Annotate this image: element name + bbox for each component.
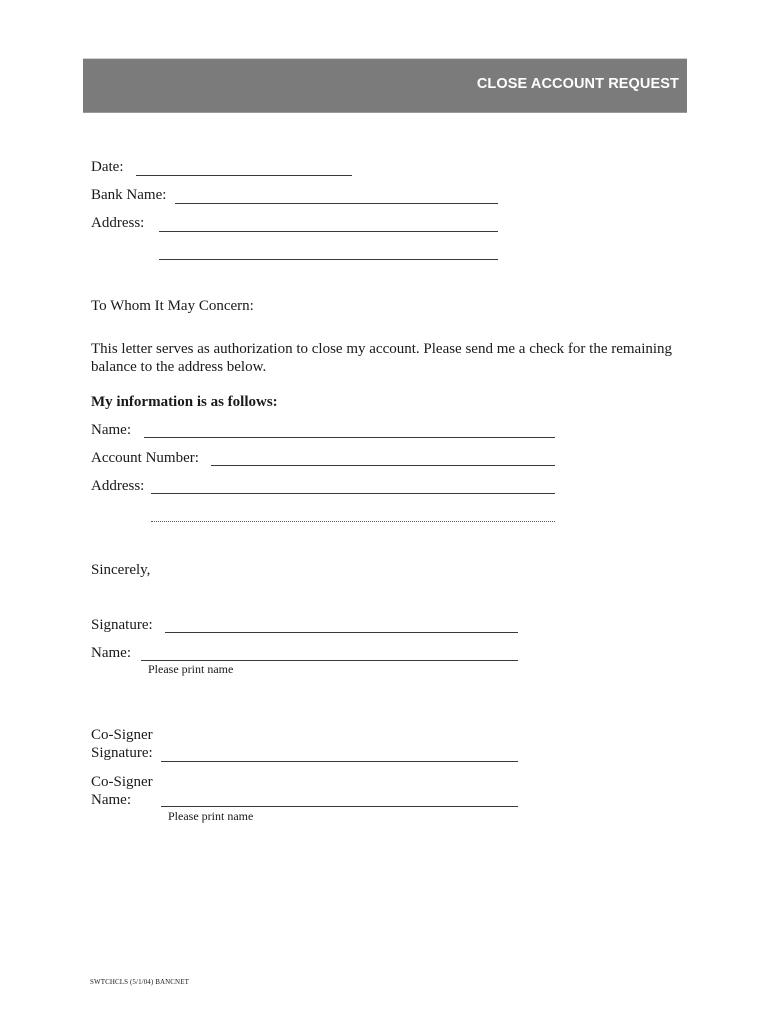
cosigner-signature-label-1: Co-Signer <box>91 727 153 743</box>
body-line-1: This letter serves as authorization to close my account. Please send me a check for the remaining <box>91 341 673 357</box>
cosigner-signature-label-2: Signature: <box>91 745 153 761</box>
body-line-2: balance to the address below. <box>91 359 267 375</box>
account-number-label: Account Number: <box>91 450 199 466</box>
signer-name-field[interactable] <box>141 660 518 661</box>
cosigner-name-field[interactable] <box>161 806 518 807</box>
info-address-label: Address: <box>91 478 145 494</box>
cosigner-name-label-1: Co-Signer <box>91 774 153 790</box>
bank-address-label: Address: <box>91 215 145 231</box>
cosigner-signature-field[interactable] <box>161 761 518 762</box>
bank-address-field-line-1[interactable] <box>159 231 498 232</box>
bank-name-label: Bank Name: <box>91 187 167 203</box>
bank-address-field-line-2[interactable] <box>159 259 498 260</box>
info-address-field-line-1[interactable] <box>151 493 555 494</box>
signature-field[interactable] <box>165 632 518 633</box>
bank-name-field[interactable] <box>175 203 498 204</box>
greeting: To Whom It May Concern: <box>91 298 254 314</box>
signer-print-hint: Please print name <box>148 662 234 676</box>
footer-code: SWTCHCLS (5/1/04) BANCNET <box>90 978 189 986</box>
info-name-label: Name: <box>91 422 131 438</box>
page-title: CLOSE ACCOUNT REQUEST <box>476 76 679 92</box>
info-heading: My information is as follows: <box>91 394 278 410</box>
cosigner-name-label-2: Name: <box>91 792 131 808</box>
info-address-field-line-2[interactable] <box>151 521 555 522</box>
date-field[interactable] <box>136 175 352 176</box>
signer-name-label: Name: <box>91 645 131 661</box>
header-bar <box>83 58 687 113</box>
account-number-field[interactable] <box>211 465 555 466</box>
signature-label: Signature: <box>91 617 153 633</box>
closing: Sincerely, <box>91 562 151 578</box>
date-label: Date: <box>91 159 124 175</box>
info-name-field[interactable] <box>144 437 555 438</box>
cosigner-print-hint: Please print name <box>168 809 254 823</box>
